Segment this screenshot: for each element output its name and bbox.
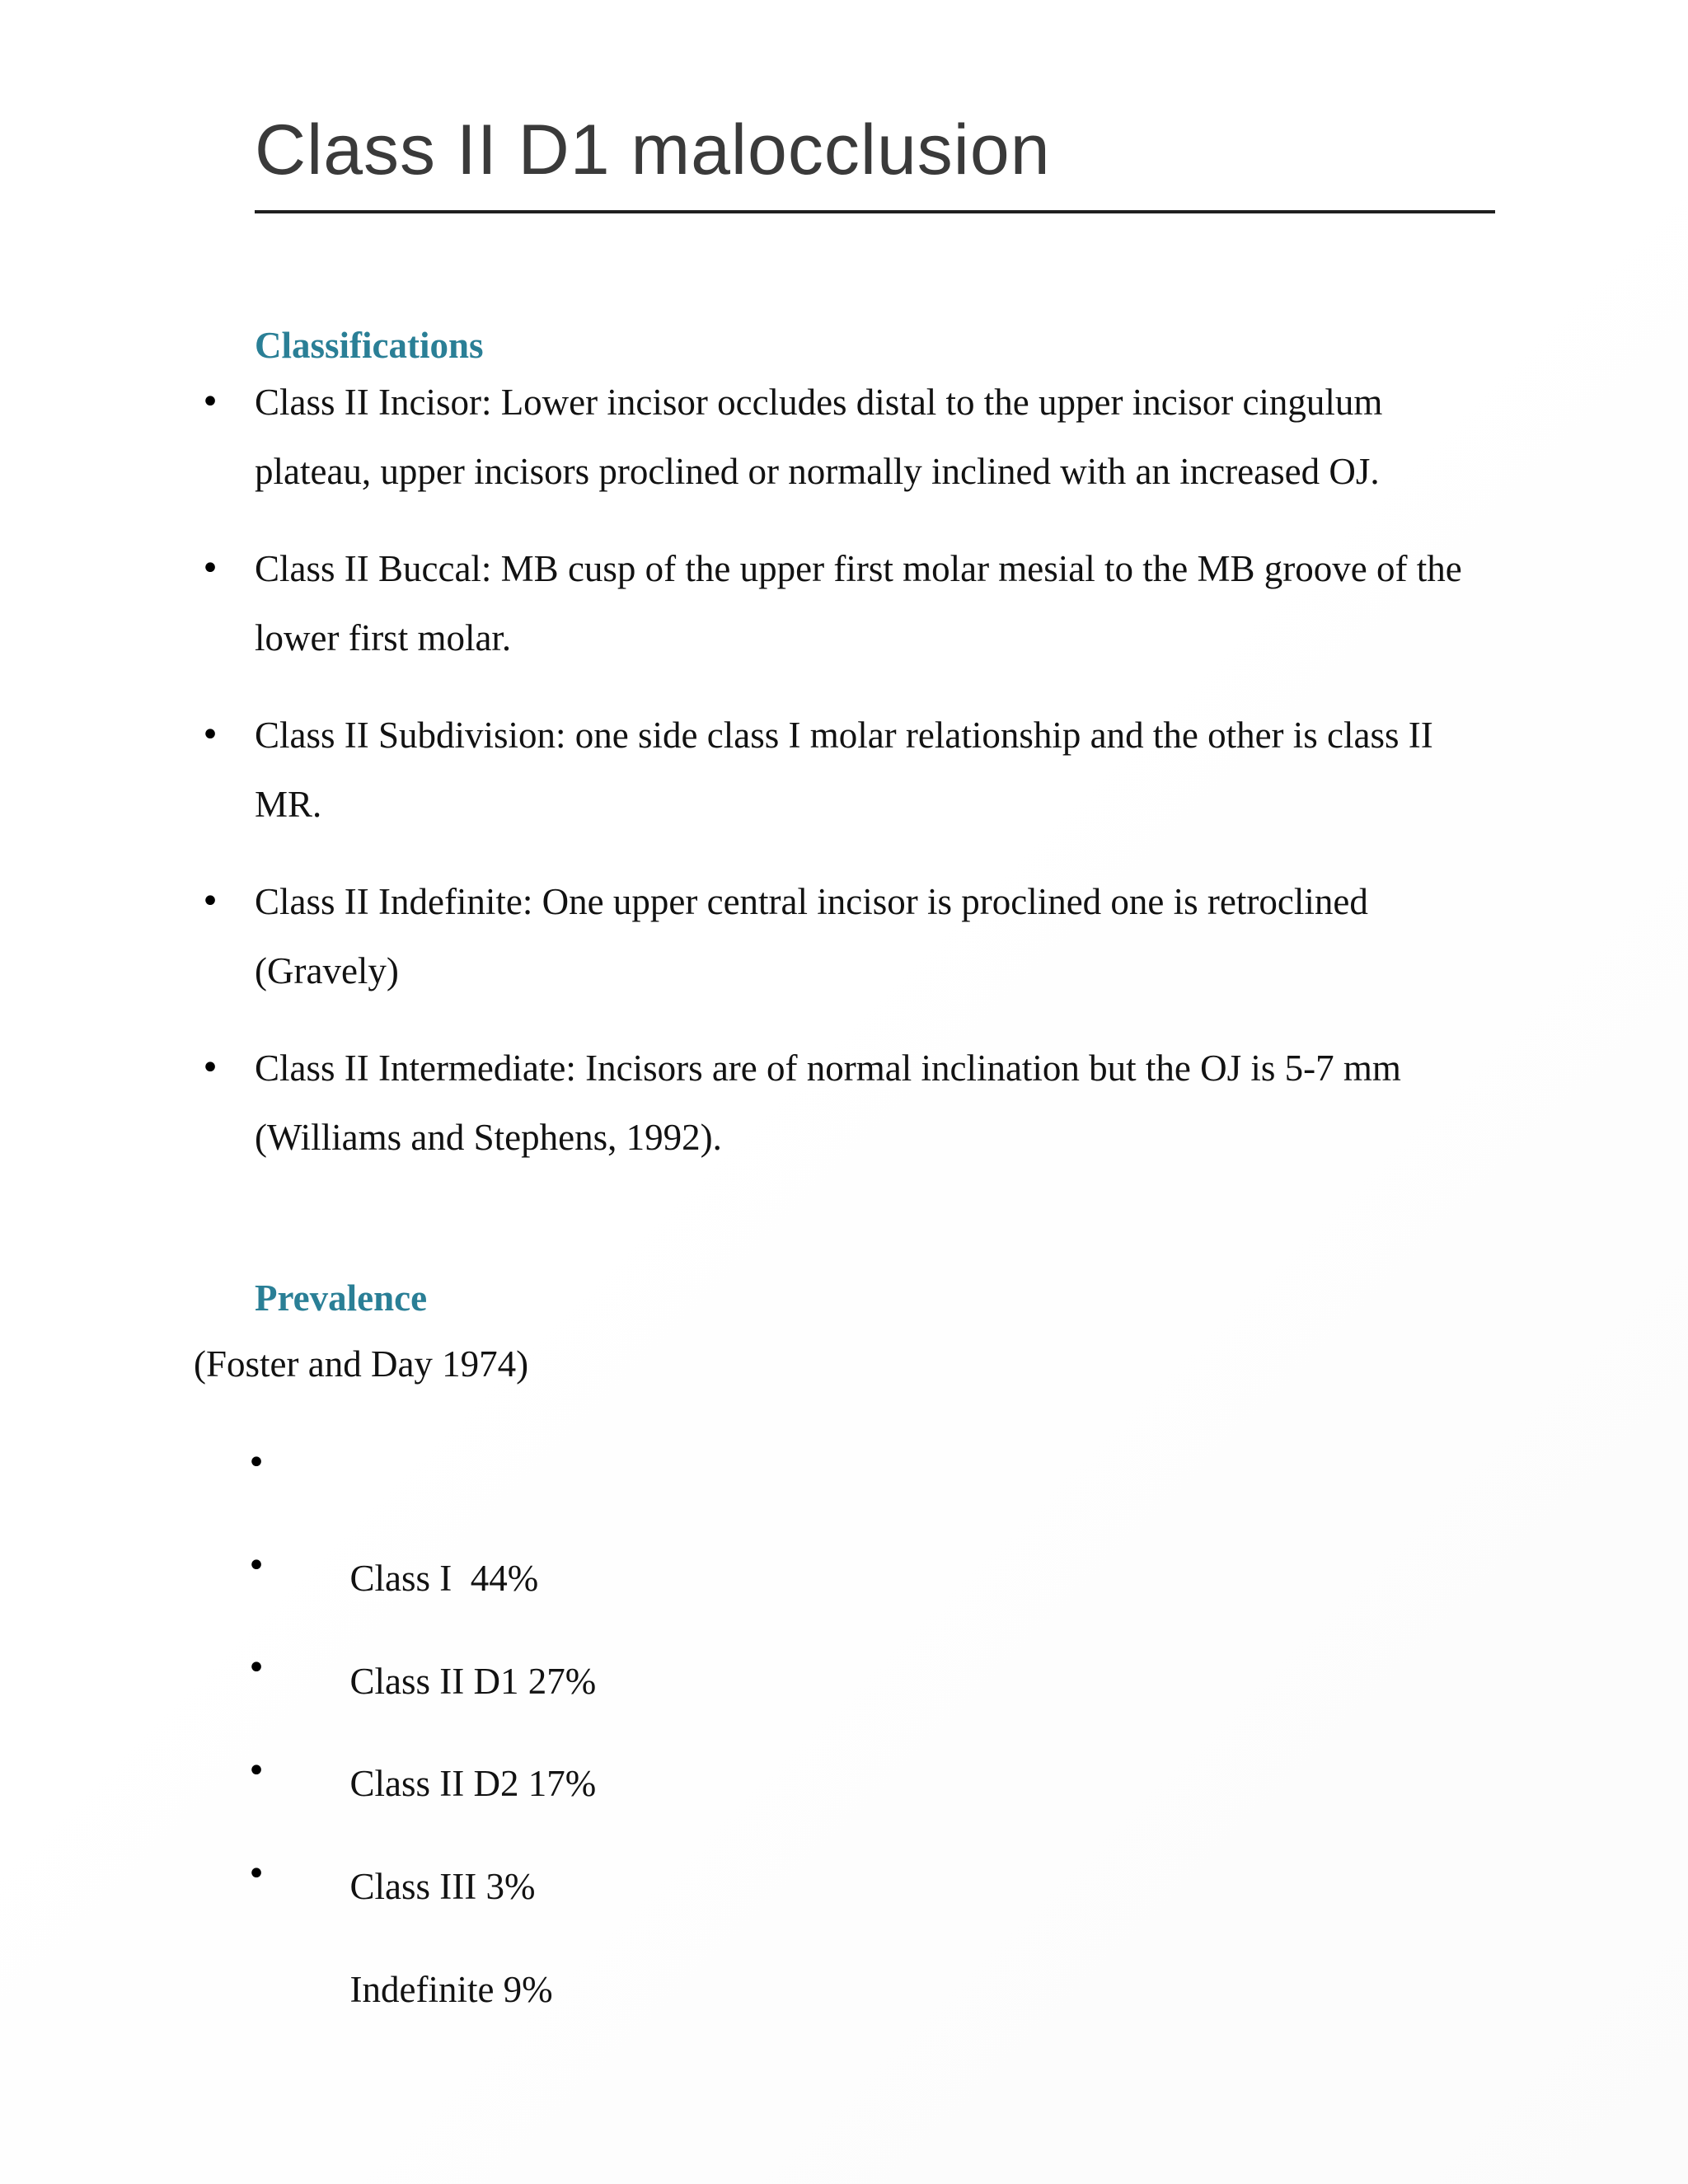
list-item [246, 1845, 553, 2076]
list-item [200, 867, 1503, 1005]
bullet-icon: • [246, 1547, 266, 1585]
bullet-icon: • [200, 383, 220, 421]
bullet-icon: • [246, 1855, 266, 1893]
prevalence-text: Class II D1 27% [349, 1661, 597, 1702]
prevalence-text: Class I 44% [349, 1558, 539, 1599]
classification-text: Class II Intermediate: Incisors are of normal inclination but the OJ is 5-7 mm (Williams and Stephens, 1992). [255, 1047, 1401, 1158]
bullet-icon: • [246, 1444, 266, 1482]
document-title: Class II D1 malocclusion [255, 110, 1051, 190]
classifications-heading: Classifications [255, 325, 484, 366]
prevalence-heading: Prevalence [255, 1277, 428, 1319]
classification-text: Class II Buccal: MB cusp of the upper first molar mesial to the MB groove of the lower first molar. [255, 548, 1462, 658]
classification-text: Class II Subdivision: one side class I molar relationship and the other is class II MR. [255, 715, 1433, 825]
classification-text: Class II Indefinite: One upper central incisor is proclined one is retroclined (Gravely) [255, 881, 1368, 991]
bullet-icon: • [200, 550, 220, 588]
bullet-icon: • [246, 1649, 266, 1687]
prevalence-text: Class III 3% [349, 1866, 536, 1907]
list-item [200, 534, 1503, 673]
list-item [200, 368, 1503, 506]
bullet-icon: • [200, 883, 220, 921]
list-item [200, 701, 1503, 839]
list-item [200, 1033, 1503, 1172]
bullet-icon: • [200, 1049, 220, 1087]
prevalence-text: Indefinite 9% [349, 1969, 553, 2010]
bullet-icon: • [200, 716, 220, 754]
prevalence-citation: (Foster and Day 1974) [194, 1343, 529, 1385]
bullet-icon: • [246, 1752, 266, 1790]
prevalence-text: Class II D2 17% [349, 1763, 597, 1804]
classification-text: Class II Incisor: Lower incisor occludes distal to the upper incisor cingulum plateau, upper incisors proclined or normally inclined with an increased OJ. [255, 382, 1383, 492]
title-underline [255, 210, 1495, 213]
